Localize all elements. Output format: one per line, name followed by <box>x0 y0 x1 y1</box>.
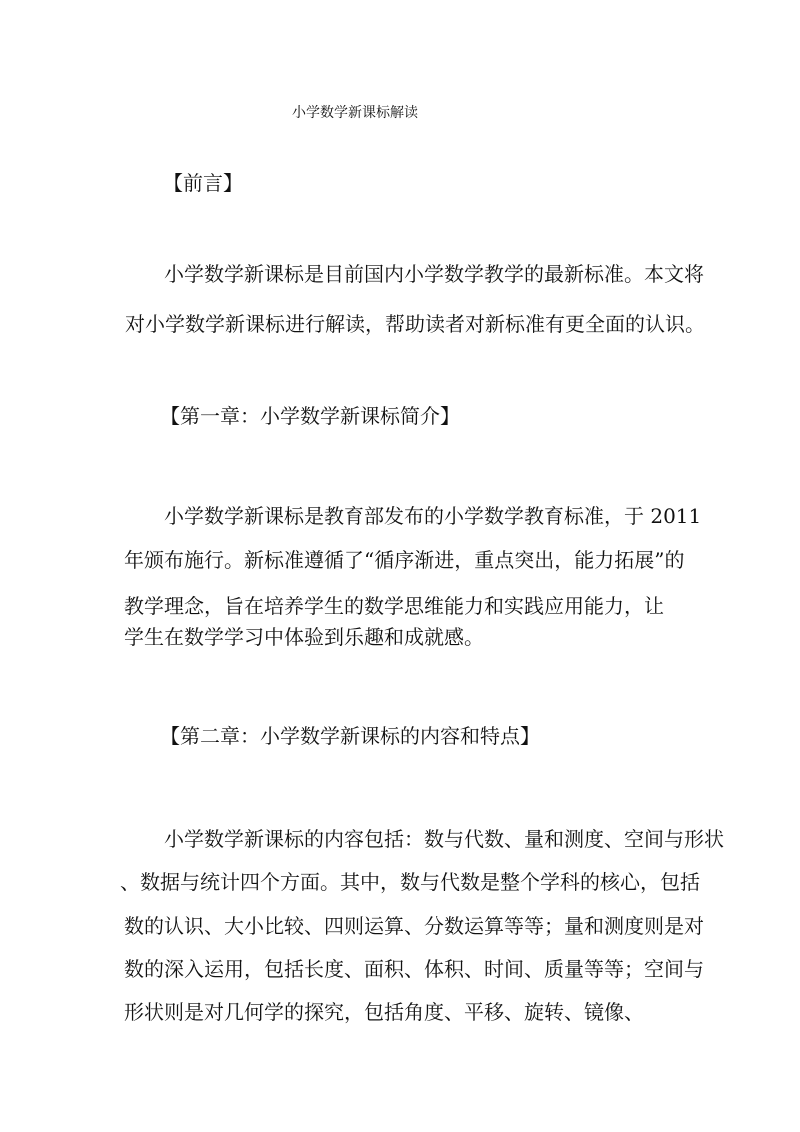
chapter1-line-3: 教学理念，旨在培养学生的数学思维能力和实践应用能力，让 <box>124 594 664 618</box>
chapter2-line-2: 、数据与统计四个方面。其中，数与代数是整个学科的核心，包括 <box>120 870 700 894</box>
chapter1-line-4: 学生在数学学习中体验到乐趣和成就感。 <box>124 625 484 649</box>
chapter1-line-2: 年颁布施行。新标准遵循了“循序渐进，重点突出，能力拓展”的 <box>124 548 685 572</box>
chapter1-line-1: 小学数学新课标是教育部发布的小学数学教育标准，于 2011 <box>164 504 702 528</box>
chapter2-line-3: 数的认识、大小比较、四则运算、分数运算等等；量和测度则是对 <box>124 914 704 938</box>
preface-line-1: 小学数学新课标是目前国内小学数学教学的最新标准。本文将 <box>164 262 704 286</box>
chapter1-heading: 【第一章：小学数学新课标简介】 <box>160 404 460 428</box>
preface-line-2: 对小学数学新课标进行解读，帮助读者对新标准有更全面的认识。 <box>125 312 705 336</box>
chapter2-line-1: 小学数学新课标的内容包括：数与代数、量和测度、空间与形状 <box>164 827 724 851</box>
preface-heading: 【前言】 <box>163 171 243 195</box>
chapter2-heading: 【第二章：小学数学新课标的内容和特点】 <box>160 724 540 748</box>
document-title: 小学数学新课标解读 <box>292 105 418 121</box>
chapter2-line-4: 数的深入运用，包括长度、面积、体积、时间、质量等等；空间与 <box>124 957 704 981</box>
chapter2-line-5: 形状则是对几何学的探究，包括角度、平移、旋转、镜像、 <box>124 1000 644 1024</box>
